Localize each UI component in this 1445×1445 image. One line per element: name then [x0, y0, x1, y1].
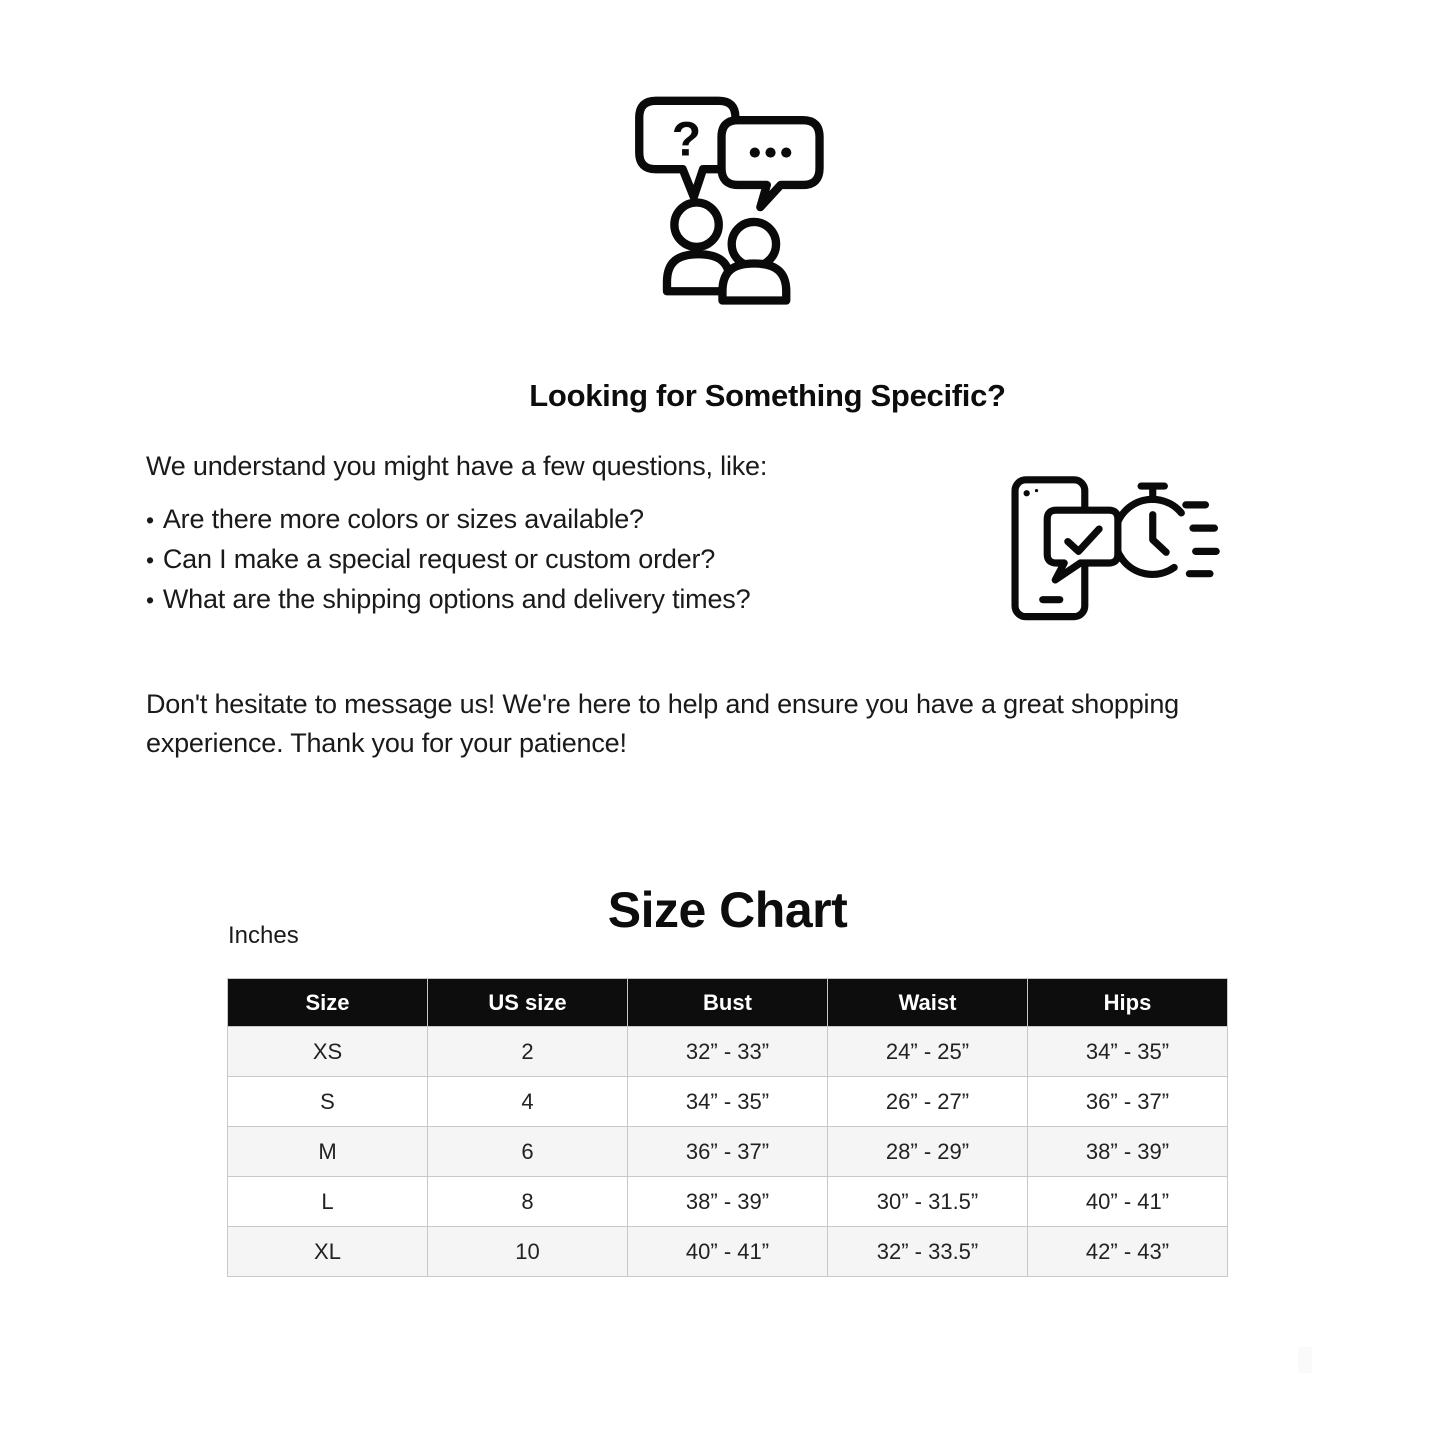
table-cell: 38” - 39” — [1028, 1127, 1228, 1177]
table-cell: S — [228, 1077, 428, 1127]
bullet-icon: • — [146, 507, 154, 533]
list-item-text: What are the shipping options and delivery times? — [162, 584, 751, 614]
person-head — [674, 203, 718, 247]
size-chart-title: Size Chart — [607, 881, 848, 938]
table-header-row — [228, 979, 1228, 1027]
column-header-waist: Waist — [828, 979, 1028, 1027]
column-header-size: Size — [228, 979, 428, 1027]
dot-icon — [765, 147, 775, 157]
question-list — [146, 500, 750, 620]
table-cell: M — [228, 1127, 428, 1177]
column-header-us-size: US size — [428, 979, 628, 1027]
dot-icon — [750, 147, 760, 157]
table-cell: 28” - 29” — [828, 1127, 1028, 1177]
list-item-text: Are there more colors or sizes available? — [162, 504, 644, 534]
closing-line: Don't hesitate to message us! We're here to help and ensure you have a great shopping — [146, 689, 1179, 719]
table-cell: XS — [228, 1027, 428, 1077]
table-cell: 4 — [428, 1077, 628, 1127]
table-row — [228, 1177, 1228, 1227]
dot-icon — [781, 147, 791, 157]
watermark — [1298, 1347, 1312, 1373]
chat-question-icon — [630, 95, 826, 310]
quick-response-icon — [1005, 470, 1220, 622]
table-cell: L — [228, 1177, 428, 1227]
bullet-icon: • — [146, 587, 154, 613]
table-cell: 8 — [428, 1177, 628, 1227]
table-cell: 2 — [428, 1027, 628, 1077]
table-cell: 36” - 37” — [1028, 1077, 1228, 1127]
closing-text — [146, 685, 1179, 763]
phone-camera-dot — [1024, 490, 1030, 496]
table-cell: 36” - 37” — [628, 1127, 828, 1177]
table-cell: 38” - 39” — [628, 1177, 828, 1227]
units-label: Inches — [228, 922, 299, 949]
page-title: Looking for Something Specific? — [529, 377, 1006, 413]
intro-lead: We understand you might have a few questions, like: — [146, 451, 768, 481]
table-cell: 40” - 41” — [1028, 1177, 1228, 1227]
size-chart-table — [227, 978, 1228, 1277]
table-cell: 6 — [428, 1127, 628, 1177]
question-mark-glyph: ? — [671, 112, 702, 167]
table-cell: 32” - 33” — [628, 1027, 828, 1077]
table-cell: 40” - 41” — [628, 1227, 828, 1277]
bullet-icon: • — [146, 547, 154, 573]
table-cell: 34” - 35” — [628, 1077, 828, 1127]
table-row — [228, 1077, 1228, 1127]
table-row — [228, 1027, 1228, 1077]
person-body — [722, 264, 786, 301]
table-cell: 26” - 27” — [828, 1077, 1028, 1127]
table-cell: 32” - 33.5” — [828, 1227, 1028, 1277]
column-header-bust: Bust — [628, 979, 828, 1027]
table-cell: 34” - 35” — [1028, 1027, 1228, 1077]
closing-line: experience. Thank you for your patience! — [146, 728, 627, 758]
table-cell: XL — [228, 1227, 428, 1277]
table-row — [228, 1227, 1228, 1277]
table-cell: 24” - 25” — [828, 1027, 1028, 1077]
list-item — [146, 580, 750, 620]
list-item — [146, 500, 750, 540]
stopwatch-hand — [1153, 515, 1166, 553]
column-header-hips: Hips — [1028, 979, 1228, 1027]
stopwatch-circle — [1115, 499, 1181, 574]
list-item-text: Can I make a special request or custom order? — [162, 544, 716, 574]
table-cell: 30” - 31.5” — [828, 1177, 1028, 1227]
phone-camera-dot — [1035, 489, 1038, 492]
table-cell: 42” - 43” — [1028, 1227, 1228, 1277]
table-cell: 10 — [428, 1227, 628, 1277]
list-item — [146, 540, 750, 580]
table-row — [228, 1127, 1228, 1177]
